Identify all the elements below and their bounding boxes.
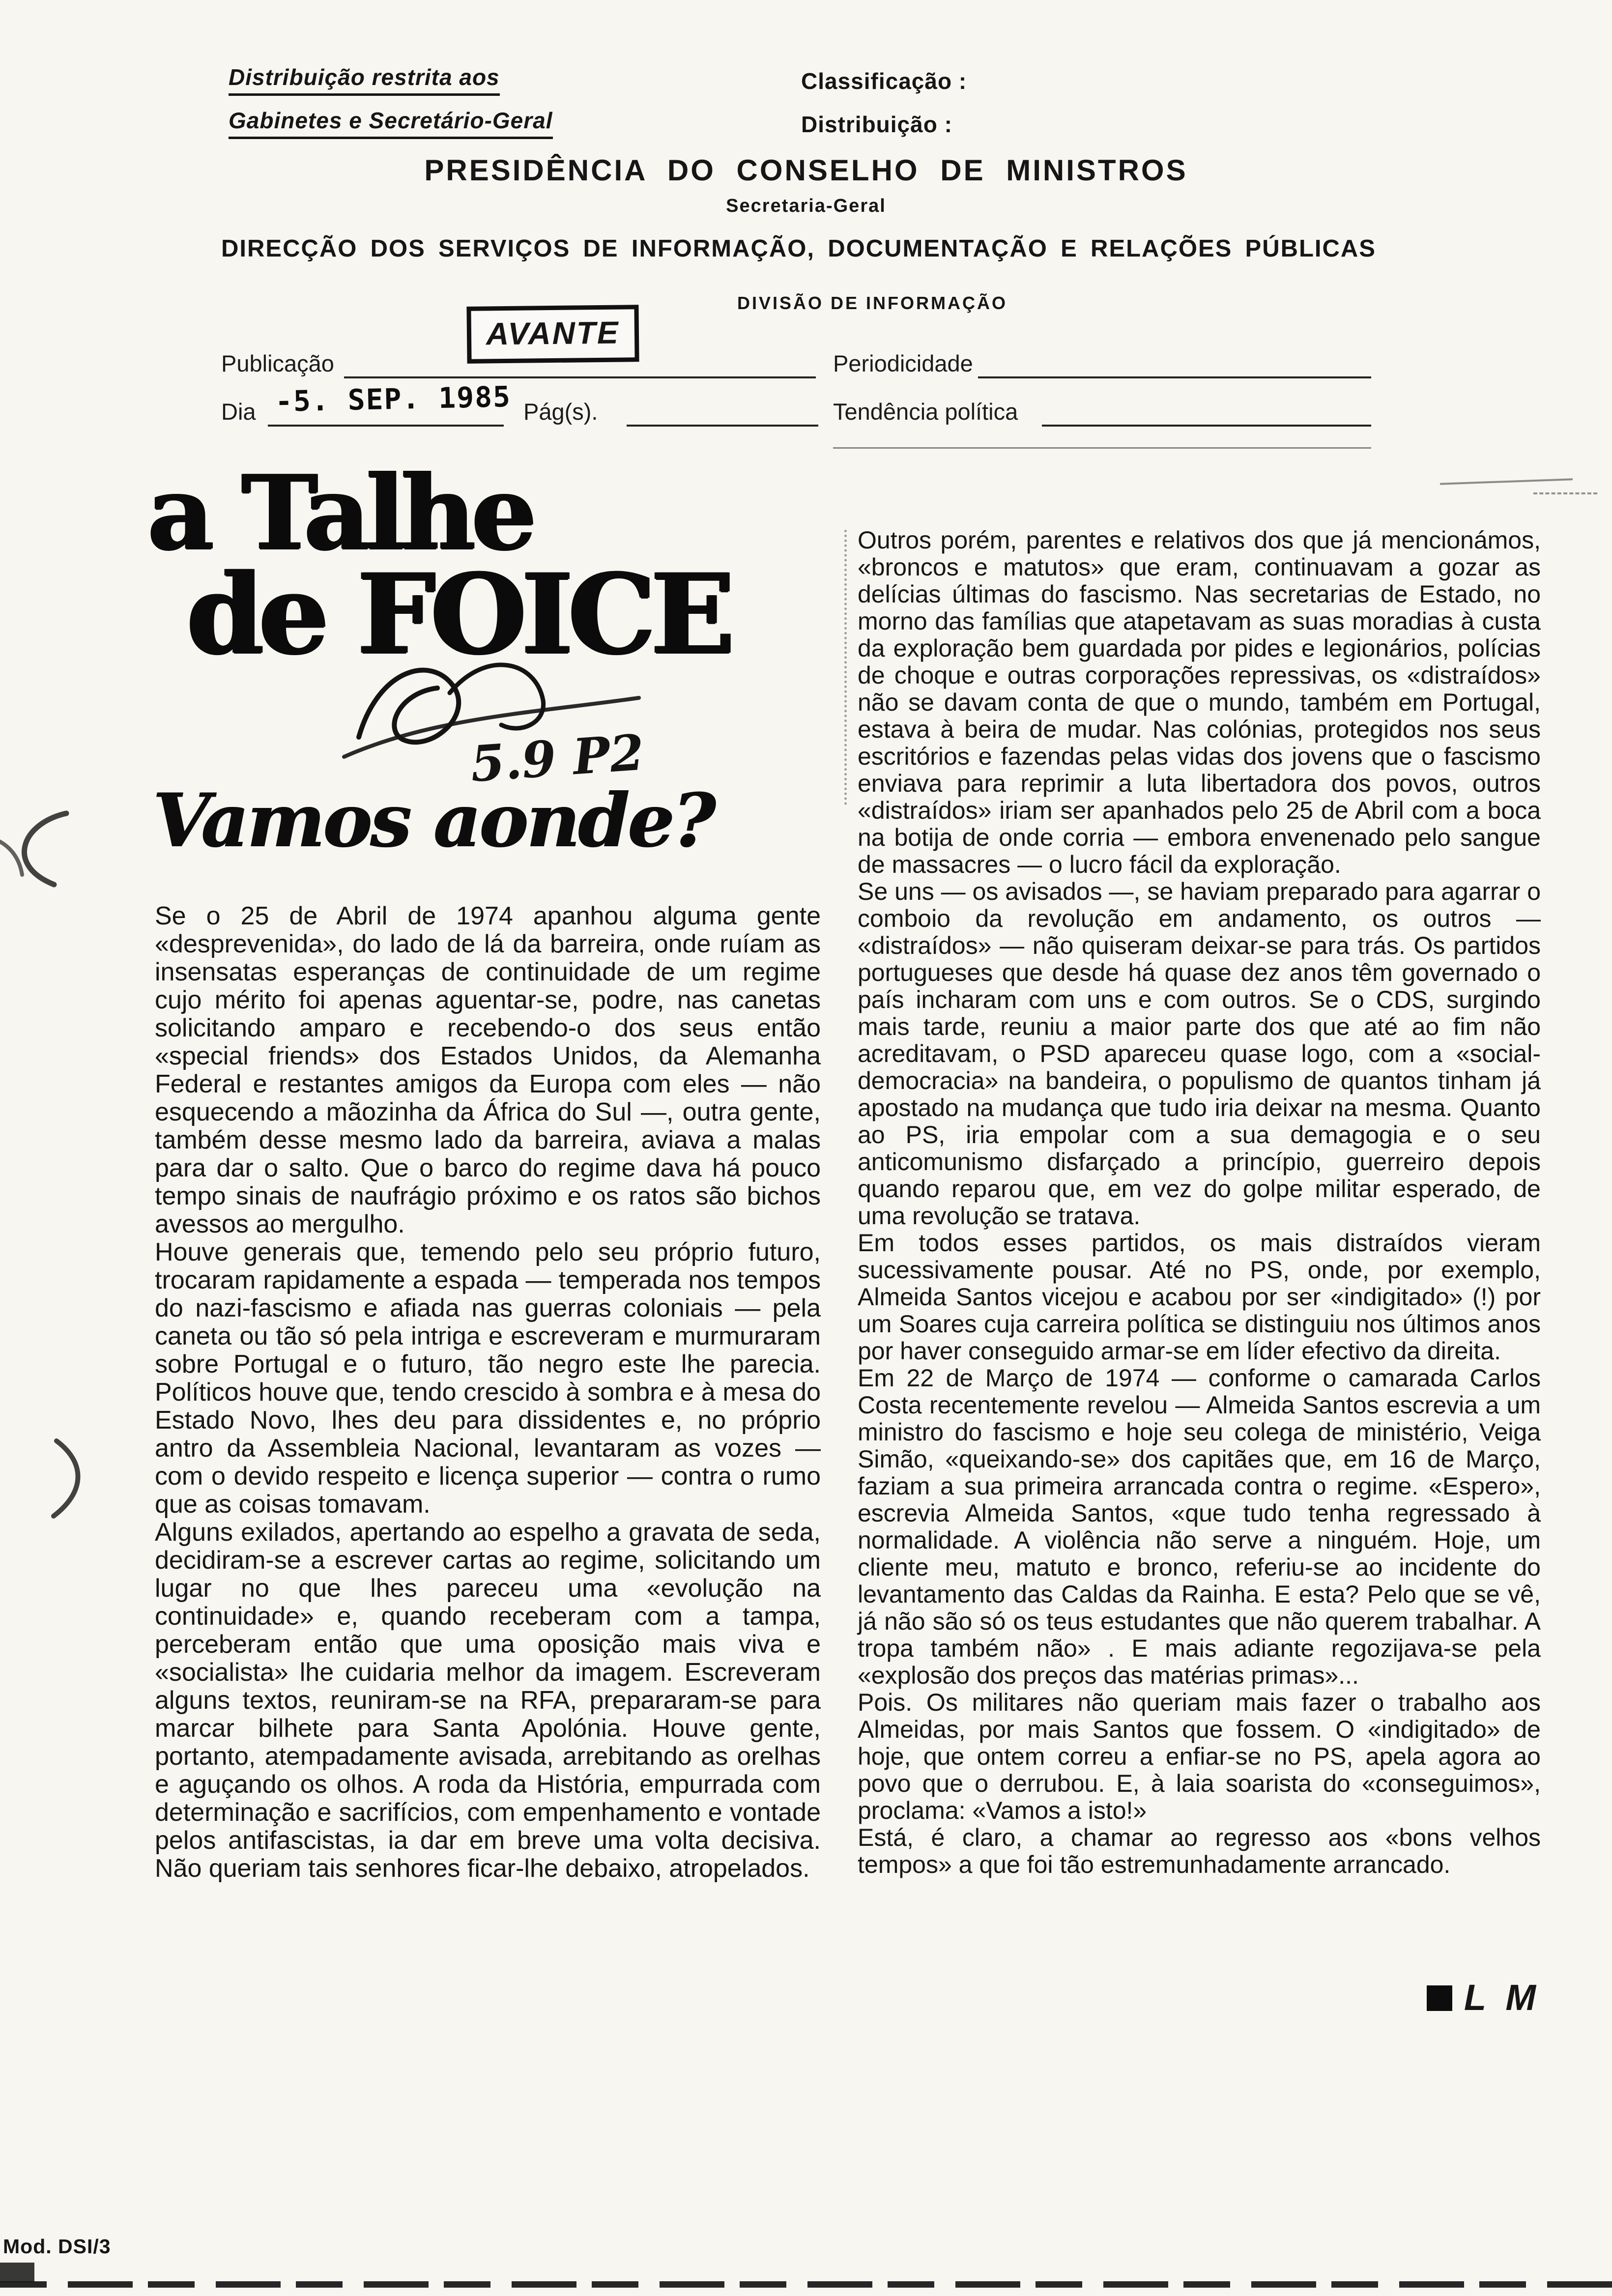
distribuicao-label: Distribuição : — [801, 112, 952, 137]
pags-label: Pág(s). — [523, 399, 598, 425]
scan-corner-blot — [0, 2263, 34, 2282]
scan-squiggle-2 — [1533, 492, 1597, 494]
classificacao-label: Classificação : — [801, 68, 967, 94]
division-line: DIVISÃO DE INFORMAÇÃO — [737, 293, 1008, 313]
article-paragraph: Pois. Os militares não queriam mais fazer o trabalho aos Almeidas, por mais Santos que fossem. O «indigitado» de hoje, que ontem correu a enfiar-se no PS, apela agora ao povo que o derrubou. E, à laia soarista do «conseguimos», proclama: «Vamos a isto!» — [858, 1689, 1541, 1824]
tendencia-blank-line — [1042, 425, 1371, 427]
article-byline — [858, 1977, 1541, 2018]
periodicidade-label: Periodicidade — [833, 350, 973, 376]
org-title: PRESIDÊNCIA DO CONSELHO DE MINISTROS — [424, 154, 1188, 187]
article-paragraph: Alguns exilados, apertando ao espelho a gravata de seda, decidiram-se a escrever cartas ao regime, solicitando um lugar no que lhes pareceu uma «evolução na continuidade» e, quando receberam com a tampa, perceberam então que uma oposição mais viva e «socialista» lhe cuidaria melhor da imagem. Escreveram alguns textos, reuniram-se na RFA, prepararam-se para marcar bilhete para Santa Apolónia. Houve gente, portanto, atempadamente avisada, arrebitando as orelhas e aguçando os olhos. A roda da História, empurrada com determinação e sacrifícios, com empenhamento e vontade pelos antifascistas, ia dar em breve uma volta decisiva. Não queriam tais senhores ficar-lhe debaixo, atropelados. — [155, 1518, 821, 1883]
article-masthead-line1: a Talhe — [147, 453, 533, 573]
article-right-column — [858, 527, 1541, 1878]
article-paragraph: Se o 25 de Abril de 1974 apanhou alguma gente «desprevenida», do lado de lá da barreira, onde ruíam as insensatas esperanças de continuidade de um regime cujo mérito foi apenas aguentar-se, podre, nas canetas solicitando amparo e recebendo-o dos seus então «special friends» dos Estados Unidos, da Alemanha Federal e restantes amigos da Europa com eles — não esquecendo a mãozinha da África do Sul —, outra gente, também desse mesmo lado da barreira, aviava a malas para dar o salto. Que o barco do regime dava há pouco tempo sinais de naufrágio próximo e os ratos são bichos avessos ao mergulho. — [155, 902, 821, 1238]
publicacao-label: Publicação — [221, 350, 334, 376]
publicacao-blank-line — [344, 376, 816, 378]
margin-mark-check — [0, 801, 81, 909]
department-line: DIRECÇÃO DOS SERVIÇOS DE INFORMAÇÃO, DOCUMENTAÇÃO E RELAÇÕES PÚBLICAS — [221, 235, 1376, 262]
dia-blank-line — [268, 425, 504, 427]
scan-squiggle-1 — [1440, 478, 1573, 485]
restricted-distribution-line2: Gabinetes e Secretário-Geral — [229, 107, 553, 139]
date-stamp: -5. SEP. 1985 — [275, 379, 512, 419]
margin-mark-paren — [47, 1435, 96, 1523]
column-crease-line — [844, 530, 847, 805]
handwritten-note-text: 5.9 P2 — [468, 723, 646, 793]
form-model-label: Mod. DSI/3 — [3, 2235, 111, 2258]
article-paragraph: Outros porém, parentes e relativos dos que já mencionámos, «broncos e matutos» que eram, continuavam a gozar as delícias últimas do fascismo. Nas secretarias de Estado, no morno das famílias que atapetavam as suas moradias à custa da exploração bem guardada por pides e legionários, polícias de choque e outras corporações repressivas, os «distraídos» não se davam conta de que o mundo, também em Portugal, estava à beira de mudar. Nas colónias, protegidos nos seus escritórios e fazendas pelas vidas dos jovens que o fascismo enviava para reprimir a luta libertadora dos povos, outros «distraídos» iriam ser apanhados pelo 25 de Abril com a boca na botija de onde corria — embora envenenado pelo sangue de massacres — o lucro fácil da exploração. — [858, 526, 1541, 878]
article-paragraph: Se uns — os avisados —, se haviam preparado para agarrar o comboio da revolução em andamento, os outros — «distraídos» — não quiseram deixar-se para trás. Os partidos portugueses que desde há quase dez anos têm governado o país incharam com uns e com outros. Se o CDS, surgindo mais tarde, reuniu a maior parte dos que até ao fim não acreditavam, o PSD apareceu quase logo, com a «social-democracia» na bandeira, o populismo de quantos tinham já apostado na mudança que tudo iria deixar na mesma. Quanto ao PS, iria empolar com a sua demagogia e o seu anticomunismo disfarçado a princípio, guerreiro depois quando reparou que, em vez do golpe militar esperado, de uma revolução se tratava. — [858, 878, 1541, 1230]
scan-bottom-edge — [0, 2281, 1612, 2288]
article-paragraph: Em 22 de Março de 1974 — conforme o camarada Carlos Costa recentemente revelou — Almeida Santos escrevia a um ministro do fascismo e hoje seu colega de ministério, Veiga Simão, «queixando-se» dos capitães que, em 16 de Março, faziam a sua primeira arrancada contra o regime. «Espero», escrevia Almeida Santos, «que tudo tenha regressado à normalidade. A violência não serve a ninguém. Hoje, um cliente meu, matuto e bronco, referiu-se ao incidente do levantamento das Caldas da Rainha. E esta? Pelo que se vê, já não são só os teus estudantes que não querem trabalhar. A tropa também não» . E mais adiante regozijava-se pela «explosão dos preços das matérias primas»... — [858, 1364, 1541, 1689]
pags-blank-line — [627, 425, 818, 427]
byline-initials: L M — [1464, 1977, 1541, 2018]
tendencia-label: Tendência política — [833, 399, 1018, 425]
article-masthead-line2: de FOICE — [187, 549, 730, 679]
restricted-distribution-line1: Distribuição restrita aos — [229, 64, 500, 96]
article-paragraph: Em todos esses partidos, os mais distraídos vieram sucessivamente pousar. Até no PS, onde, por exemplo, Almeida Santos vicejou e acabou por ser «indigitado» (!) por um Soares cuja carreira política se distinguiu nos últimos anos por haver conseguido armar-se em líder efectivo da direita. — [858, 1229, 1541, 1365]
extra-blank-line — [833, 447, 1371, 449]
publication-stamp: AVANTE — [466, 305, 639, 364]
article-paragraph: Está, é claro, a chamar ao regresso aos «bons velhos tempos» a que foi tão estremunhadamente arrancado. — [858, 1824, 1541, 1878]
article-left-column — [155, 902, 821, 1883]
org-subtitle: Secretaria-Geral — [726, 196, 886, 216]
article-headline: Vamos aonde? — [152, 777, 714, 864]
byline-square-icon — [1427, 1985, 1452, 2011]
dia-label: Dia — [221, 399, 256, 425]
article-paragraph: Houve generais que, temendo pelo seu próprio futuro, trocaram rapidamente a espada — temperada nos tempos do nazi-fascismo e afiada nas guerras coloniais — pela caneta ou tão só pela intriga e escreveram e murmuraram sobre Portugal e o futuro, tão negro este lhe parecia. Políticos houve que, tendo crescido à sombra e à mesa do Estado Novo, lhes deu para dissidentes e, no próprio antro da Assembleia Nacional, levantaram as vozes — com o devido respeito e licença superior — contra o rumo que as coisas tomavam. — [155, 1238, 821, 1519]
periodicidade-blank-line — [978, 376, 1371, 378]
